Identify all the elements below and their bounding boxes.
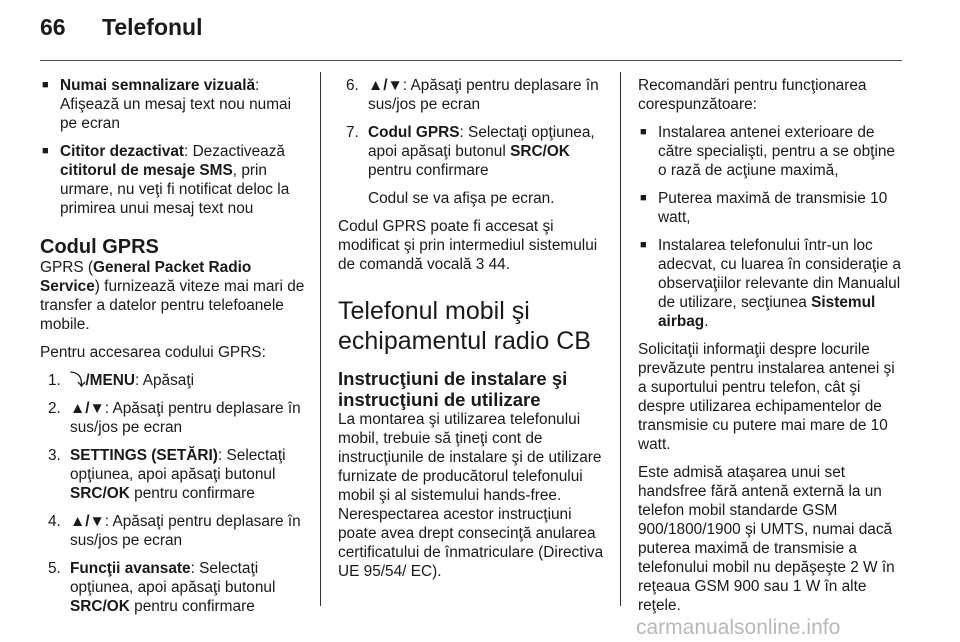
arrow-keys-icon: ▲/▼ <box>70 400 105 417</box>
paragraph: Recomandări pentru funcţionarea corespunzătoare: <box>638 77 867 113</box>
column-divider-2 <box>620 72 621 606</box>
bullet-marker: ■ <box>640 239 647 251</box>
code-note: Codul se va afişa pe ecran. <box>368 190 555 207</box>
bullet-marker: ■ <box>640 126 647 138</box>
paragraph: Este admisă ataşarea unui set handsfree fără antenă externă la un telefon mobil standarde GSM 900/1800/1900 şi UMTS, numai dacă puterea maximă de transmisie a telefonului mobil nu depăşeşte 2 W în reţeaua GSM 900 sau 1 W în alte reţele. <box>638 464 895 614</box>
bullet-text: : Afişează un mesaj text nou numai pe ecran <box>60 77 291 132</box>
page-title: Telefonul <box>101 14 203 40</box>
bullet-marker: ■ <box>42 145 49 157</box>
step-item: 4. ▲/▼: Apăsaţi pentru deplasare în sus/jos pe ecran <box>48 513 301 549</box>
paragraph: Pentru accesarea codului GPRS: <box>40 344 266 361</box>
subsection-heading: Instrucţiuni de instalare şi instrucţiuni de utilizare <box>338 368 568 410</box>
bullet-text: : Dezactivează <box>184 143 285 160</box>
bullet-item <box>40 142 305 218</box>
page-number: 66 <box>40 14 66 40</box>
step-item: 6. ▲/▼: Apăsaţi pentru deplasare în sus/jos pe ecran <box>346 77 599 113</box>
bullet-item: ■ Puterea maximă de transmisie 10 watt, <box>640 190 888 226</box>
watermark: carmanualsonline.info <box>636 616 841 639</box>
step-item: 5. Funcţii avansate: Selectaţi opţiunea, apoi apăsaţi butonul SRC/OK pentru confirmare <box>48 560 276 615</box>
bullet-marker: ■ <box>42 79 49 91</box>
step-item: 7. Codul GPRS: Selectaţi opţiunea, apoi apăsaţi butonul SRC/OK pentru confirmare <box>346 124 595 179</box>
page-reference-link[interactable]: 3 44. <box>475 256 510 273</box>
step-item: 1. ⤵/MENU: Apăsaţi <box>48 372 195 389</box>
section-heading: Codul GPRS <box>40 236 159 258</box>
bullet-item <box>40 76 305 133</box>
column-3 <box>638 76 906 624</box>
header-rule <box>40 60 902 61</box>
bullet-text: , prin urmare, nu veţi fi notificat deloc la primirea unui mesaj text nou <box>60 162 290 217</box>
chapter-heading: Telefonul mobil şi echipamentul radio CB <box>338 297 591 355</box>
column-1 <box>40 76 305 625</box>
paragraph: Solicitaţii informaţii despre locurile prevăzute pentru instalarea antenei şi a suportului pentru telefon, cât şi despre utilizarea echipamentelor de transmisie cu putere mai mare de 10 watt. <box>638 341 895 453</box>
paragraph: La montarea şi utilizarea telefonului mobil, trebuie să ţineţi cont de instrucţiunile de instalare şi de utilizare furnizate de producătorul telefonului mobil şi al sistemului hands-free. Nerespectarea acestor instrucţiuni poate avea drept consecinţă anularea certificatului de înmatriculare (Directiva UE 95/54/ EC). <box>338 411 604 580</box>
paragraph: GPRS (General Packet Radio Service) furnizează viteze mai mari de transfer a datelor pentru telefoanele mobile. <box>40 259 305 333</box>
bullet-item: ■ Instalarea telefonului într-un loc adecvat, cu luarea în consideraţie a observaţiilor relevante din Manualul de utilizare, secţiunea Sistemul airbag. <box>640 237 901 330</box>
bullet-marker: ■ <box>640 192 647 204</box>
arrow-keys-icon: ▲/▼ <box>368 77 403 94</box>
menu-button-icon: ⤵ <box>70 372 86 389</box>
arrow-keys-icon: ▲/▼ <box>70 513 105 530</box>
column-2 <box>338 76 608 590</box>
paragraph: Codul GPRS poate fi accesat şi modificat şi prin intermediul sistemului de comandă vocală 3 44. <box>338 218 598 273</box>
bullet-item: ■ Instalarea antenei exterioare de către specialişti, pentru a se obţine o rază de acţiune maximă, <box>640 124 895 179</box>
step-item: 3. SETTINGS (SETĂRI): Selectaţi opţiunea, apoi apăsaţi butonul SRC/OK pentru confirmare <box>48 447 286 502</box>
bullet-term: cititorul de mesaje SMS <box>60 162 233 179</box>
bullet-term: Cititor dezactivat <box>60 143 185 160</box>
column-divider-1 <box>320 72 321 606</box>
step-item: 2. ▲/▼: Apăsaţi pentru deplasare în sus/jos pe ecran <box>48 400 301 436</box>
bullet-term: Numai semnalizare vizuală <box>60 77 256 94</box>
page-header <box>40 14 203 41</box>
